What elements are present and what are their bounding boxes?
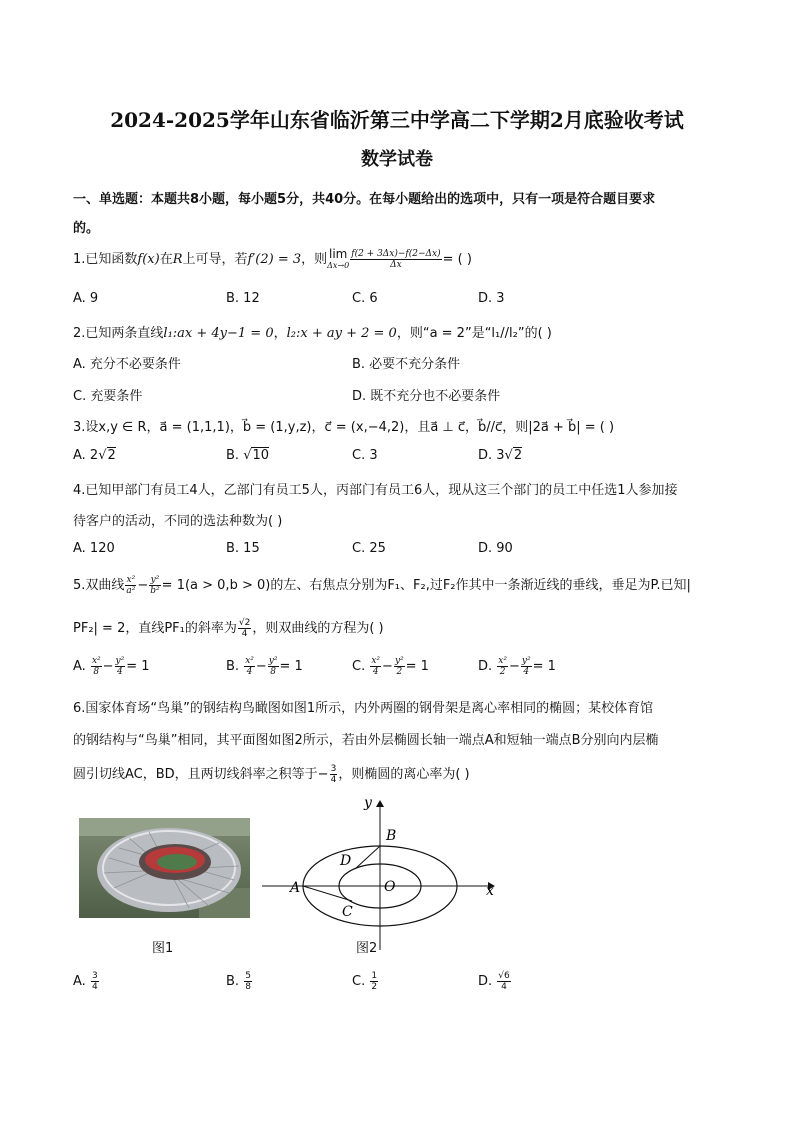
- q4-option-d[interactable]: D. 90: [478, 541, 513, 556]
- q1-option-d[interactable]: D. 3: [478, 291, 505, 306]
- question-6-line2: 的钢结构与“鸟巢”相同，其平面图如图2所示，若由外层椭圆长轴一端点A和短轴一端点B分别向内层椭: [73, 733, 659, 748]
- exam-subtitle: 数学试卷: [361, 149, 433, 170]
- question-6-line3: 圆引切线AC，BD，且两切线斜率之积等于− $\frac{3}{4}$ ，则椭圆的离心率为( ): [73, 764, 470, 785]
- q4-option-c[interactable]: C. 25: [352, 541, 386, 556]
- q2-option-d[interactable]: D. 既不充分也不必要条件: [352, 389, 501, 404]
- question-1: 1.已知函数f(x)在R上可导，若f′(2) = 3，则 lim Δx→0 $\frac{f(2 + 3\Delta x)-f(2-\Delta x)}{\Delta x}$ = ( ): [73, 246, 472, 270]
- question-4-line1: 4.已知甲部门有员工4人，乙部门有员工5人，丙部门有员工6人，现从这三个部门的员工中任选1人参加接: [73, 483, 678, 498]
- q2-option-c[interactable]: C. 充要条件: [73, 389, 143, 404]
- fraction: $\frac{f(2 + 3\Delta x)-f(2-\Delta x)}{\Delta x}$: [351, 249, 441, 270]
- label-y: y: [364, 795, 372, 811]
- q1-option-c[interactable]: C. 6: [352, 291, 378, 306]
- q5-option-d[interactable]: D. $\frac{\text{x²}}{2}$ − $\frac{\text{y²}}{4}$ = 1: [478, 656, 556, 677]
- question-6-line1: 6.国家体育场“鸟巢”的钢结构鸟瞰图如图1所示，内外两圈的钢骨架是离心率相同的椭圆；某校体育馆: [73, 701, 654, 716]
- q2-option-b[interactable]: B. 必要不充分条件: [352, 357, 461, 372]
- q6-option-d[interactable]: D. $\frac{√6}{4}$: [478, 971, 510, 992]
- q5-option-a[interactable]: A. $\frac{\text{x²}}{8}$ − $\frac{\text{y²}}{4}$ = 1: [73, 656, 150, 677]
- question-5-line2: PF₂| = 2，直线PF₁的斜率为 $\frac{√2}{4}$ ，则双曲线的方程为( ): [73, 618, 384, 639]
- figure-2-diagram: [258, 795, 508, 955]
- q1-option-a[interactable]: A. 9: [73, 291, 99, 306]
- limit-symbol: lim Δx→0: [327, 246, 350, 270]
- figure-2-caption: 图2: [356, 941, 378, 956]
- label-a: A: [290, 880, 301, 896]
- question-5-line1: 5.双曲线 $\frac{\text{x²}}{\text{a²}}$ − $\frac{\text{y²}}{\text{b²}}$ = 1(a > 0,b > 0)的左、右焦点分别为F₁、F₂,过F₂作其中一条渐近线的垂线，垂足为P.已知|: [73, 575, 691, 596]
- q4-option-a[interactable]: A. 120: [73, 541, 115, 556]
- q3-option-c[interactable]: C. 3: [352, 448, 378, 463]
- figure-1-caption: 图1: [152, 941, 174, 956]
- q3-option-d[interactable]: D. 3√2: [478, 448, 523, 463]
- label-o: O: [384, 879, 396, 895]
- question-3: 3.设x,y ∈ R，a⃗ = (1,1,1)，b⃗ = (1,y,z)，c⃗ = (x,−4,2)，且a⃗ ⊥ c⃗，b⃗//c⃗，则|2a⃗ + b⃗| = ( ): [73, 420, 615, 435]
- q5-option-c[interactable]: C. $\frac{\text{x²}}{4}$ − $\frac{\text{y²}}{2}$ = 1: [352, 656, 429, 677]
- tangent-ac: [303, 886, 352, 901]
- exam-title: 2024-2025学年山东省临沂第三中学高二下学期2月底验收考试: [110, 108, 684, 132]
- q3-option-b[interactable]: B. √10: [226, 448, 270, 463]
- q6-option-b[interactable]: B. $\frac{5}{8}$: [226, 971, 251, 992]
- q4-option-b[interactable]: B. 15: [226, 541, 260, 556]
- q6-option-a[interactable]: A. $\frac{3}{4}$: [73, 971, 98, 992]
- q2-option-a[interactable]: A. 充分不必要条件: [73, 357, 181, 372]
- q5-option-b[interactable]: B. $\frac{\text{x²}}{4}$ − $\frac{\text{y²}}{8}$ = 1: [226, 656, 303, 677]
- q1-option-b[interactable]: B. 12: [226, 291, 260, 306]
- section-heading-line1: 一、单选题：本题共8小题，每小题5分，共40分。在每小题给出的选项中，只有一项是符合题目要求: [73, 192, 656, 207]
- q3-option-a[interactable]: A. 2√2: [73, 448, 116, 463]
- section-heading-line2: 的。: [73, 221, 100, 236]
- q6-option-c[interactable]: C. $\frac{1}{2}$: [352, 971, 378, 992]
- label-c: C: [342, 904, 353, 920]
- question-4-line2: 待客户的活动，不同的选法种数为( ): [73, 514, 283, 529]
- bird-nest-photo: [79, 818, 250, 918]
- label-d: D: [340, 853, 352, 869]
- label-x: x: [486, 883, 494, 899]
- label-b: B: [386, 828, 397, 844]
- question-2: 2.已知两条直线l₁:ax + 4y−1 = 0，l₂:x + ay + 2 = 0，则“a = 2”是“l₁//l₂”的( ): [73, 326, 552, 341]
